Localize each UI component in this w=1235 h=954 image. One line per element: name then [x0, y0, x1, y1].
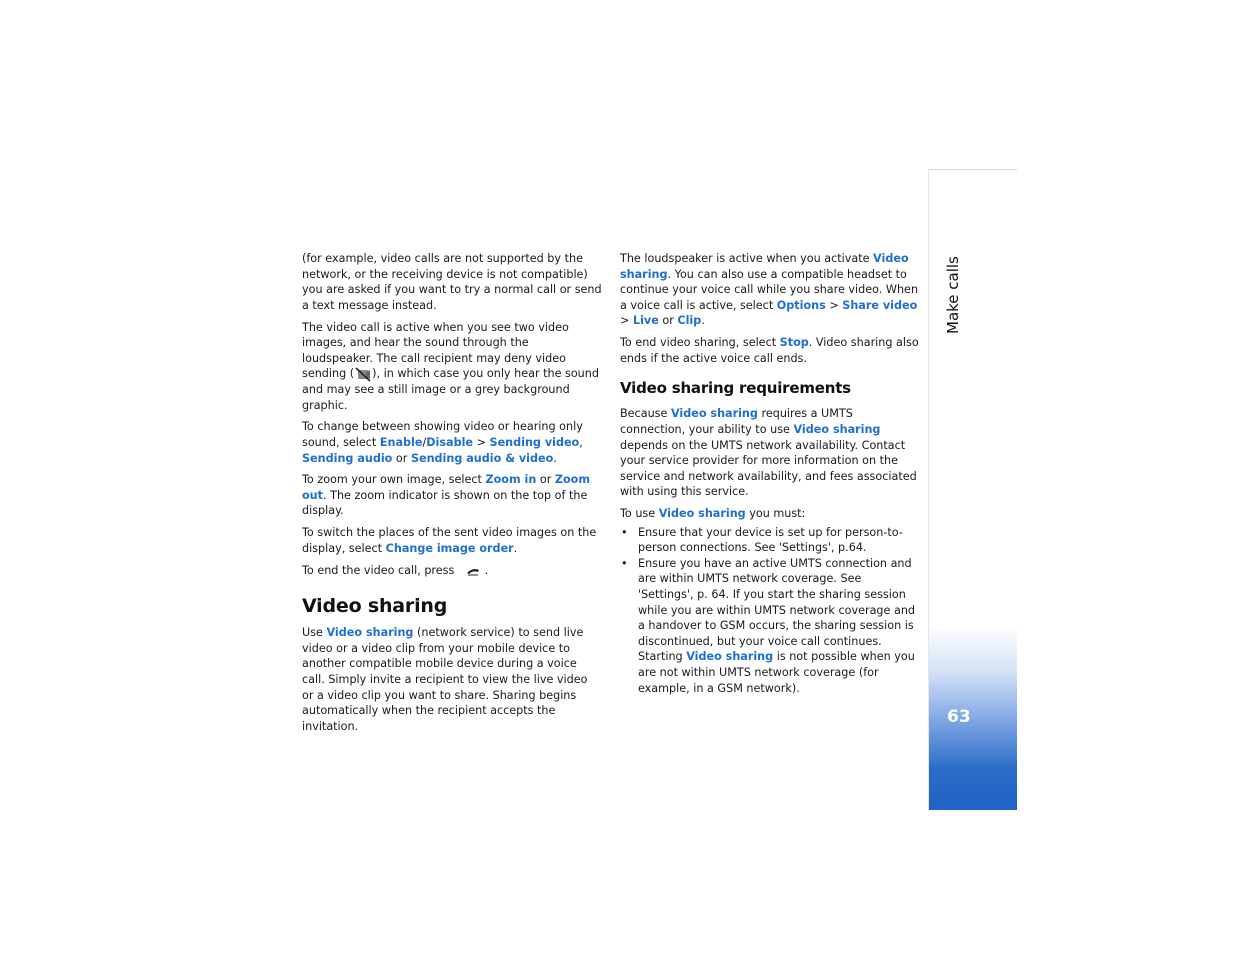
right-column	[620, 251, 920, 696]
text: . You can also use a compatible headset to continue your voice call while you share video. When a voice call is active, select	[620, 267, 919, 312]
video-sharing-option: Video sharing	[670, 407, 758, 421]
text: Ensure that your device is set up for person-to-person connections. See 'Settings', p.64.	[638, 525, 903, 555]
paragraph	[620, 335, 920, 366]
paragraph	[302, 625, 602, 734]
text: >	[620, 314, 633, 328]
clip-option: Clip	[677, 314, 702, 328]
paragraph	[620, 406, 920, 500]
text: ), in which case you only hear the sound and may see a still image or a grey background graphic.	[302, 367, 599, 412]
text: >	[825, 298, 843, 312]
zoom-out-option: Zoom out	[302, 473, 591, 502]
text: .	[701, 314, 705, 328]
text: .	[513, 541, 518, 555]
text: or	[392, 451, 411, 465]
text: you must:	[745, 507, 806, 521]
options-option: Options	[776, 298, 826, 312]
text: Because	[620, 407, 671, 421]
text: (for example, video calls are not supported by the network, or the receiving device is not compatible) you are asked if you want to try a normal call or send a text message instead.	[302, 252, 602, 312]
paragraph	[302, 525, 602, 556]
video-sharing-option: Video sharing	[620, 252, 909, 281]
text: /	[422, 435, 427, 449]
video-sharing-option: Video sharing	[686, 650, 774, 664]
video-sharing-option: Video sharing	[793, 422, 881, 436]
paragraph	[302, 419, 602, 466]
text: . The zoom indicator is shown on the top of the display.	[302, 488, 588, 518]
text: or	[536, 473, 555, 487]
paragraph	[302, 563, 602, 579]
text: . Video sharing also ends if the active voice call ends.	[620, 336, 919, 365]
end-call-key-icon	[465, 565, 481, 577]
side-tab	[928, 169, 1017, 810]
sending-audio-option: Sending audio	[302, 451, 393, 465]
section-label: Make calls	[944, 256, 962, 334]
heading-video-sharing-requirements: Video sharing requirements	[620, 379, 851, 398]
text: To use	[620, 507, 659, 521]
requirements-list	[620, 525, 920, 697]
text: To end video sharing, select	[620, 336, 780, 350]
text: To zoom your own image, select	[302, 473, 486, 487]
text: is not possible when you are not within UMTS network coverage (for example, in a GSM network).	[638, 650, 915, 695]
video-sharing-option: Video sharing	[658, 507, 746, 521]
text: .	[481, 563, 489, 577]
sending-audio-video-option: Sending audio & video	[410, 451, 554, 465]
text: >	[473, 435, 490, 449]
paragraph	[302, 472, 602, 519]
enable-option: Enable	[379, 435, 423, 449]
sending-video-option: Sending video	[489, 435, 580, 449]
text: Ensure you have an active UMTS connection and are within UMTS network coverage. See 'Settings', p. 64. If you start the sharing session while you are within UMTS network coverage and a handover to GSM occurs, the sharing session is discontinued, but your voice call continues. Starting	[638, 556, 916, 664]
text: ,	[579, 435, 583, 449]
disable-option: Disable	[426, 435, 474, 449]
zoom-in-option: Zoom in	[485, 473, 537, 487]
change-image-order-option: Change image order	[385, 541, 514, 555]
bullet: •	[621, 556, 628, 570]
paragraph	[620, 506, 920, 522]
page-number: 63	[947, 707, 971, 727]
text: To switch the places of the sent video images on the display, select	[302, 526, 597, 555]
share-video-option: Share video	[842, 298, 918, 312]
list-item	[620, 556, 920, 696]
text: (network service) to send live video or a video clip from your mobile device to another compatible mobile device during a voice call. Simply invite a recipient to view the live video or a video clip you want to share. Sharing begins automatically when the recipient accepts the invitation.	[302, 626, 588, 733]
heading-video-sharing: Video sharing	[302, 595, 448, 618]
video-sharing-option: Video sharing	[326, 626, 414, 640]
video-denied-icon	[354, 367, 372, 382]
text: To change between showing video or hearing only sound, select	[302, 420, 583, 449]
paragraph	[302, 320, 602, 414]
left-column	[302, 251, 602, 741]
bullet: •	[621, 525, 628, 539]
text: .	[553, 451, 557, 465]
text: depends on the UMTS network availability. Contact your service provider for more information on the service and network availability, and fees associated with using this service.	[620, 438, 917, 499]
stop-option: Stop	[779, 336, 809, 350]
text: requires a UMTS connection, your ability to use	[620, 407, 853, 436]
live-option: Live	[632, 314, 659, 328]
text: or	[658, 314, 678, 328]
text: The video call is active when you see two video images, and hear the sound through the loudspeaker. The call recipient may deny video sending (	[302, 320, 569, 381]
paragraph	[302, 251, 602, 313]
text: To end the video call, press	[302, 563, 458, 577]
paragraph	[620, 251, 920, 329]
text: The loudspeaker is active when you activate	[620, 252, 874, 265]
list-item	[620, 525, 920, 556]
text: Use	[302, 626, 327, 640]
